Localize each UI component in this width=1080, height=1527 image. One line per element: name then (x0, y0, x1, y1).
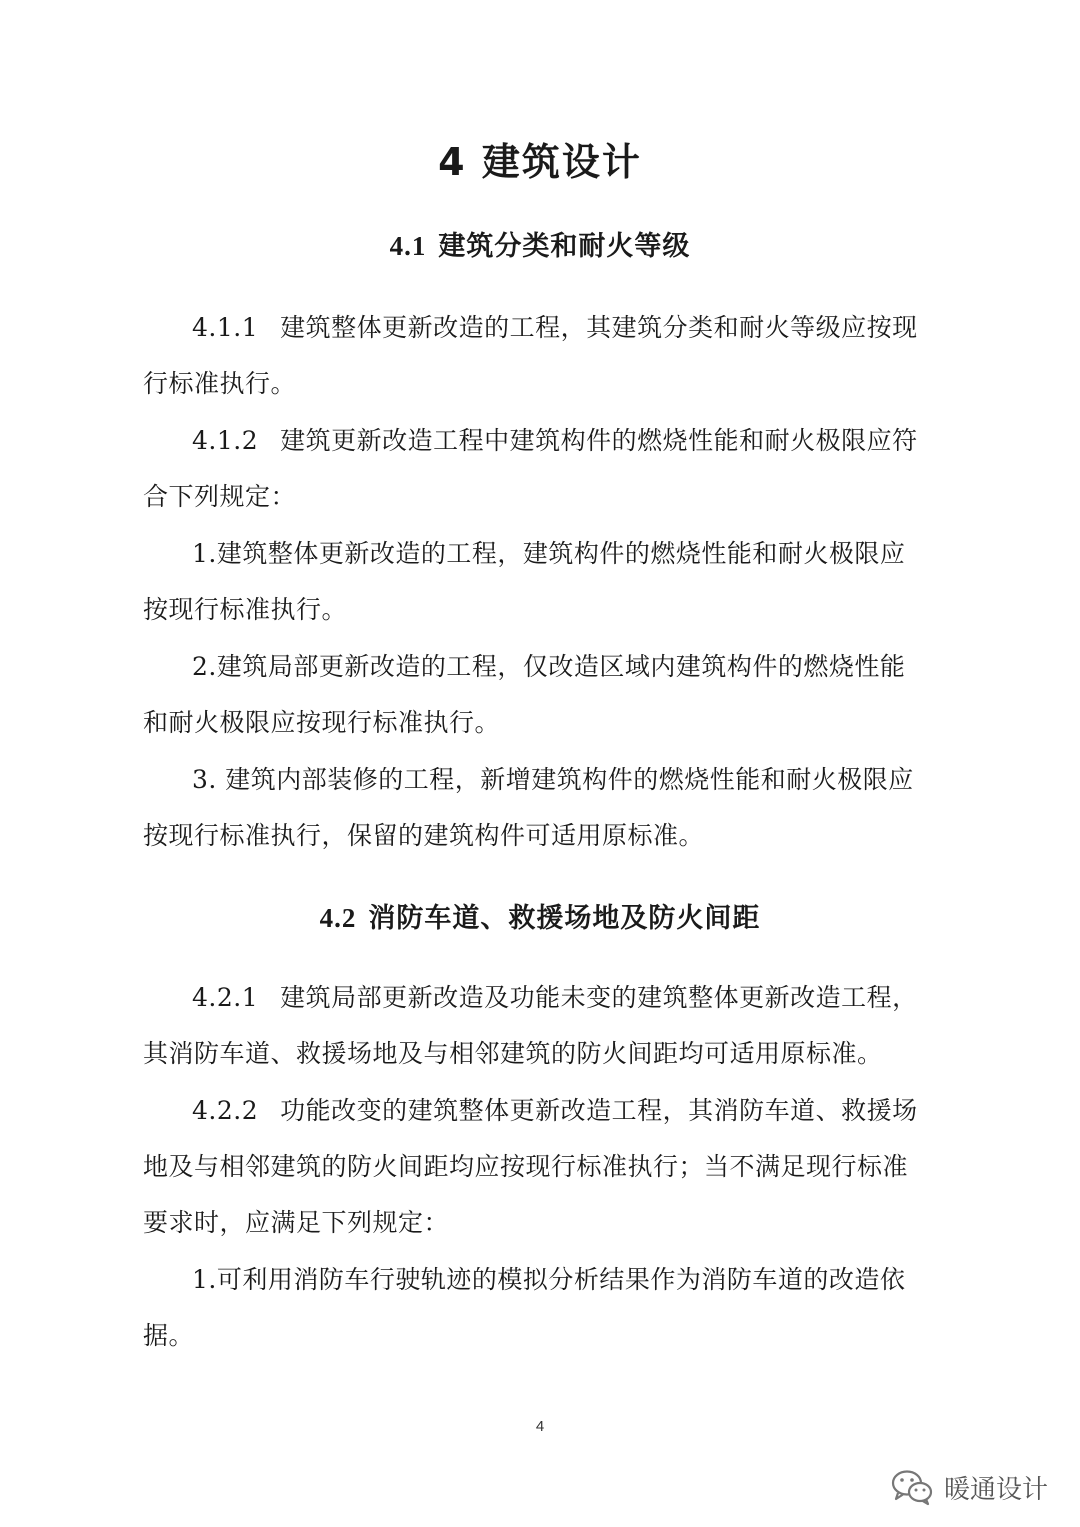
clause-text: 建筑整体更新改造的工程，其建筑分类和耐火等级应按现 (280, 313, 918, 342)
list-item-line: 3. 建筑内部装修的工程，新增建筑构件的燃烧性能和耐火极限应 (192, 765, 914, 794)
paragraph-line: 地及与相邻建筑的防火间距均应按现行标准执行；当不满足现行标准 (143, 1152, 909, 1181)
clause-number: 4.1.2 (192, 426, 259, 455)
list-item-line: 1.可利用消防车行驶轨迹的模拟分析结果作为消防车道的改造依 (192, 1265, 906, 1294)
clause-number: 4.1.1 (192, 313, 259, 342)
clause-number: 4.2.1 (192, 983, 259, 1012)
list-item-line: 按现行标准执行，保留的建筑构件可适用原标准。 (143, 821, 705, 850)
paragraph-line: 合下列规定： (143, 482, 297, 511)
chapter-title: 4 建筑设计 (438, 140, 642, 184)
clause-number: 4.2.2 (192, 1096, 259, 1125)
section-heading: 消防车道、救援场地及防火间距 (368, 903, 761, 934)
section-title-4-1 (0, 226, 1080, 267)
section-number: 4.2 (319, 903, 357, 933)
clause-text: 功能改变的建筑整体更新改造工程，其消防车道、救援场 (280, 1096, 918, 1125)
paragraph-line: 其消防车道、救援场地及与相邻建筑的防火间距均可适用原标准。 (143, 1039, 883, 1068)
section-number: 4.1 (389, 231, 427, 261)
wechat-icon (890, 1468, 934, 1506)
section-title-4-2 (0, 898, 1080, 939)
paragraph-line (192, 422, 992, 460)
paragraph-line (192, 1092, 992, 1130)
list-item-line: 1.建筑整体更新改造的工程，建筑构件的燃烧性能和耐火极限应 (192, 539, 906, 568)
list-item-line: 2.建筑局部更新改造的工程，仅改造区域内建筑构件的燃烧性能 (192, 652, 906, 681)
list-item-line: 据。 (143, 1321, 195, 1350)
clause-text: 建筑局部更新改造及功能未变的建筑整体更新改造工程， (280, 983, 918, 1012)
list-item-line: 按现行标准执行。 (143, 595, 348, 624)
list-item-line: 和耐火极限应按现行标准执行。 (143, 708, 501, 737)
watermark-text: 暖通设计 (943, 1474, 1048, 1505)
section-heading: 建筑分类和耐火等级 (438, 231, 691, 262)
watermark (890, 1465, 1048, 1509)
paragraph-line: 要求时，应满足下列规定： (143, 1208, 450, 1237)
paragraph-line (192, 309, 992, 347)
paragraph-line: 行标准执行。 (143, 369, 297, 398)
clause-text: 建筑更新改造工程中建筑构件的燃烧性能和耐火极限应符 (280, 426, 918, 455)
page-number: 4 (535, 1418, 545, 1435)
paragraph-line (192, 979, 992, 1017)
